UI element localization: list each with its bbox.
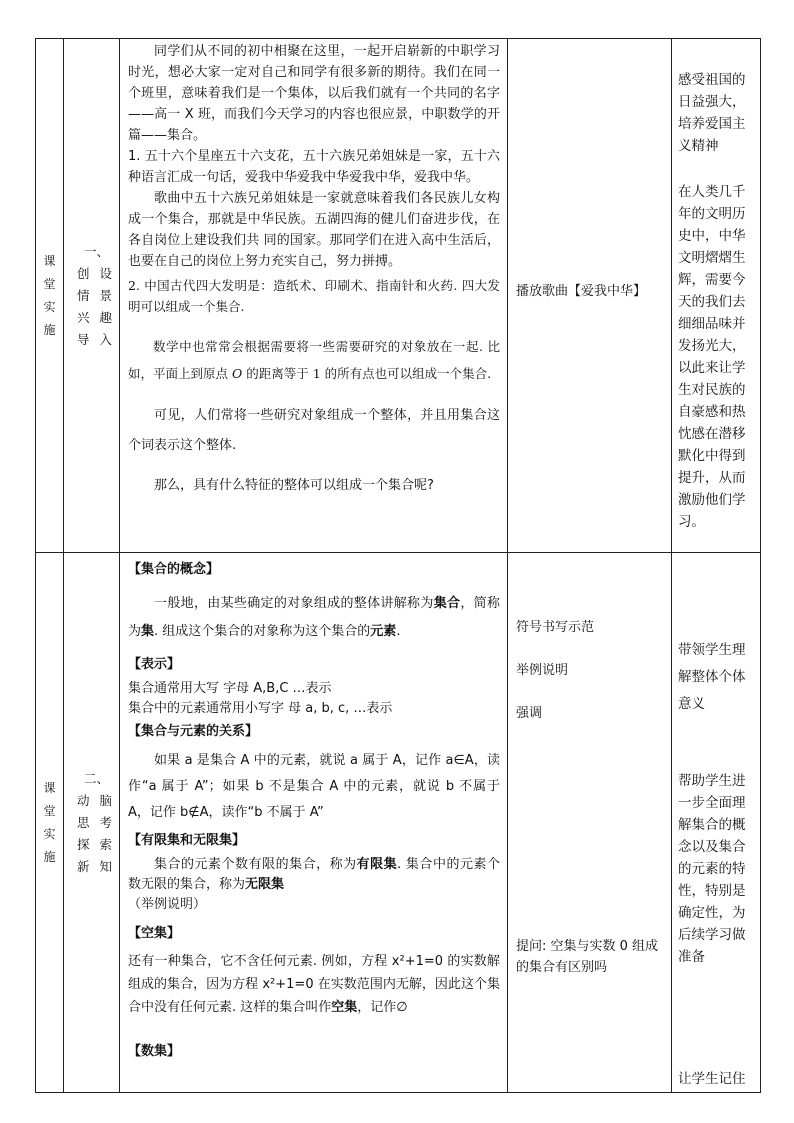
concept-text: . (396, 624, 401, 639)
step-char: 情 (76, 287, 90, 303)
keyword: 空集 (331, 1000, 358, 1015)
step-char: 趣 (99, 309, 113, 325)
step-char: 思 (76, 814, 90, 830)
step-char: 入 (99, 331, 113, 347)
step-char: 探 (76, 836, 90, 852)
activity-text: 符号书写示范 (516, 620, 595, 635)
keyword: 有限集 (356, 857, 398, 872)
row-exploration (36, 553, 761, 1093)
song-lyrics-item: 1. 五十六个星座五十六支花，五十六族兄弟姐妹是一家，五十六种语言汇成一句话，爱我中华爱我中华爱我中华，爱我中华。 (128, 149, 500, 185)
step-char: 脑 (99, 792, 113, 808)
heading-relation: 【集合与元素的关系】 (128, 724, 259, 739)
stage-char: 施 (43, 322, 56, 337)
empty-set-paragraph (128, 950, 500, 1019)
concept-text: ，简称为 (128, 596, 500, 639)
step-char: 景 (99, 287, 113, 303)
stage-char: 堂 (43, 276, 56, 291)
intent-text: 让学生记住 (678, 1071, 746, 1087)
keyword: 无限集 (245, 877, 285, 892)
stage-char: 课 (43, 780, 56, 795)
heading-notation: 【表示】 (128, 657, 181, 672)
keyword: 集合 (433, 596, 461, 611)
stage-char: 课 (43, 253, 56, 268)
heading-number-set: 【数集】 (128, 1044, 181, 1059)
stage-char: 实 (43, 826, 56, 841)
question-paragraph: 那么，具有什么特征的整体可以组成一个集合呢? (154, 478, 434, 493)
step-char: 知 (99, 858, 113, 874)
step-char: 创 (76, 265, 90, 281)
intent-text: 帮助学生进一步全面理解集合的概念以及集合的元素的特性，特别是确定性，为后续学习做准备 (678, 773, 746, 965)
keyword: 集 (141, 624, 155, 639)
intent-text: 在人类几千年的文明历史中，中华文明熠熠生辉，需要今天的我们去细细品味并发扬光大，以此来让学生对民族的自豪感和热忱感在潜移默化中得到提升，从而激励他们学习。 (678, 184, 746, 530)
intent-cell (672, 553, 761, 1093)
example-note: （举例说明） (128, 897, 207, 912)
intent-text: 带领学生理解整体个体意义 (678, 642, 746, 712)
empty-text: ，记作∅ (357, 1000, 408, 1015)
finite-text: . 集合中的元素个数无限的集合，称为 (128, 857, 500, 892)
keyword: 元素 (370, 624, 397, 639)
activity-cell (508, 553, 672, 1093)
step-char: 兴 (76, 309, 90, 325)
content-cell (120, 39, 508, 553)
step-cell (64, 553, 120, 1093)
concept-text: 一般地，由某些确定的对象组成的整体讲解称为 (154, 596, 434, 611)
step-char: 动 (76, 792, 90, 808)
notation-line: 集合通常用大写 字母 A,B,C …表示 (128, 681, 332, 696)
row-situation (36, 39, 761, 553)
activity-text: 播放歌曲【爱我中华】 (516, 284, 647, 299)
lesson-plan-table (35, 38, 761, 1093)
step-char: 考 (99, 814, 113, 830)
intro-paragraph: 同学们从不同的初中相聚在这里，一起开启崭新的中职学习时光，想必大家一定对自己和同学有很多新的期待。我们在同一个班里，意味着我们是一个集体，以后我们就有一个共同的名字——高一 X 班，而我们今天学习的内容也很应景，中职数学的开篇——集合。 (128, 44, 500, 143)
origin-symbol: O (232, 366, 243, 381)
stage-cell (36, 553, 64, 1093)
stage-char: 堂 (43, 803, 56, 818)
empty-text: 还有一种集合，它不含任何元素. 例如，方程 x²+1=0 的实数解组成的集合，因为方程 x²+1=0 在实数范围内无解，因此这个集合中没有任何元素. 这样的集合叫作 (128, 954, 500, 1015)
relation-paragraph: 如果 a 是集合 A 中的元素，就说 a 属于 A，记作 a∈A，读作“a 属于 A”；如果 b 不是集合 A 中的元素，就说 b 不属于 A，记作 b∉A，读作“b 不属于 A” (128, 753, 500, 820)
math-example-paragraph (128, 333, 500, 387)
stage-char: 施 (43, 849, 56, 864)
step-number: 二、 (83, 770, 109, 786)
stage-char: 实 (43, 299, 56, 314)
step-number: 一、 (83, 243, 109, 259)
intent-text: 感受祖国的日益强大，培养爱国主义精神 (678, 72, 746, 154)
heading-empty-set: 【空集】 (128, 926, 181, 941)
intent-cell (672, 39, 761, 553)
step-char: 新 (76, 858, 90, 874)
song-explanation: 歌曲中五十六族兄弟姐妹是一家就意味着我们各民族儿女构成一个集合，那就是中华民族。五湖四海的健儿们奋进步伐，在各自岗位上建设我们共 同的国家。那同学们在进入高中生活后，也要在自己的岗位上努力充实自己，努力拼搏。 (128, 191, 500, 269)
stage-cell (36, 39, 64, 553)
activity-text: 提问: 空集与实数 0 组成的集合有区别吗 (516, 939, 659, 975)
step-char: 索 (99, 836, 113, 852)
content-cell (120, 553, 508, 1093)
step-cell (64, 39, 120, 553)
step-char: 设 (99, 265, 113, 281)
heading-finite-infinite: 【有限集和无限集】 (128, 833, 246, 848)
concept-paragraph (128, 590, 500, 646)
finite-text: 集合的元素个数有限的集合，称为 (154, 857, 357, 872)
concept-text: . 组成这个集合的对象称为这个集合的 (154, 624, 371, 639)
activity-text: 强调 (516, 706, 543, 721)
finite-paragraph (128, 855, 500, 895)
activity-cell (508, 39, 672, 553)
math-text: 的距离等于 1 的所有点也可以组成一个集合. (246, 366, 492, 381)
notation-line: 集合中的元素通常用小写字 母 a, b, c, …表示 (128, 701, 393, 716)
whole-paragraph: 可见，人们常将一些研究对象组成一个整体，并且用集合这个词表示这个整体. (128, 408, 500, 453)
step-char: 导 (76, 331, 90, 347)
heading-concept: 【集合的概念】 (128, 562, 220, 577)
math-text: 数学中也常常会根据需要将一些需要研究的对象放在一起. 比如，平面上到原点 (128, 339, 500, 381)
activity-text: 举例说明 (516, 663, 569, 678)
four-inventions-item: 2. 中国古代四大发明是：造纸术、印刷术、指南针和火药. 四大发明可以组成一个集合. (128, 278, 500, 314)
